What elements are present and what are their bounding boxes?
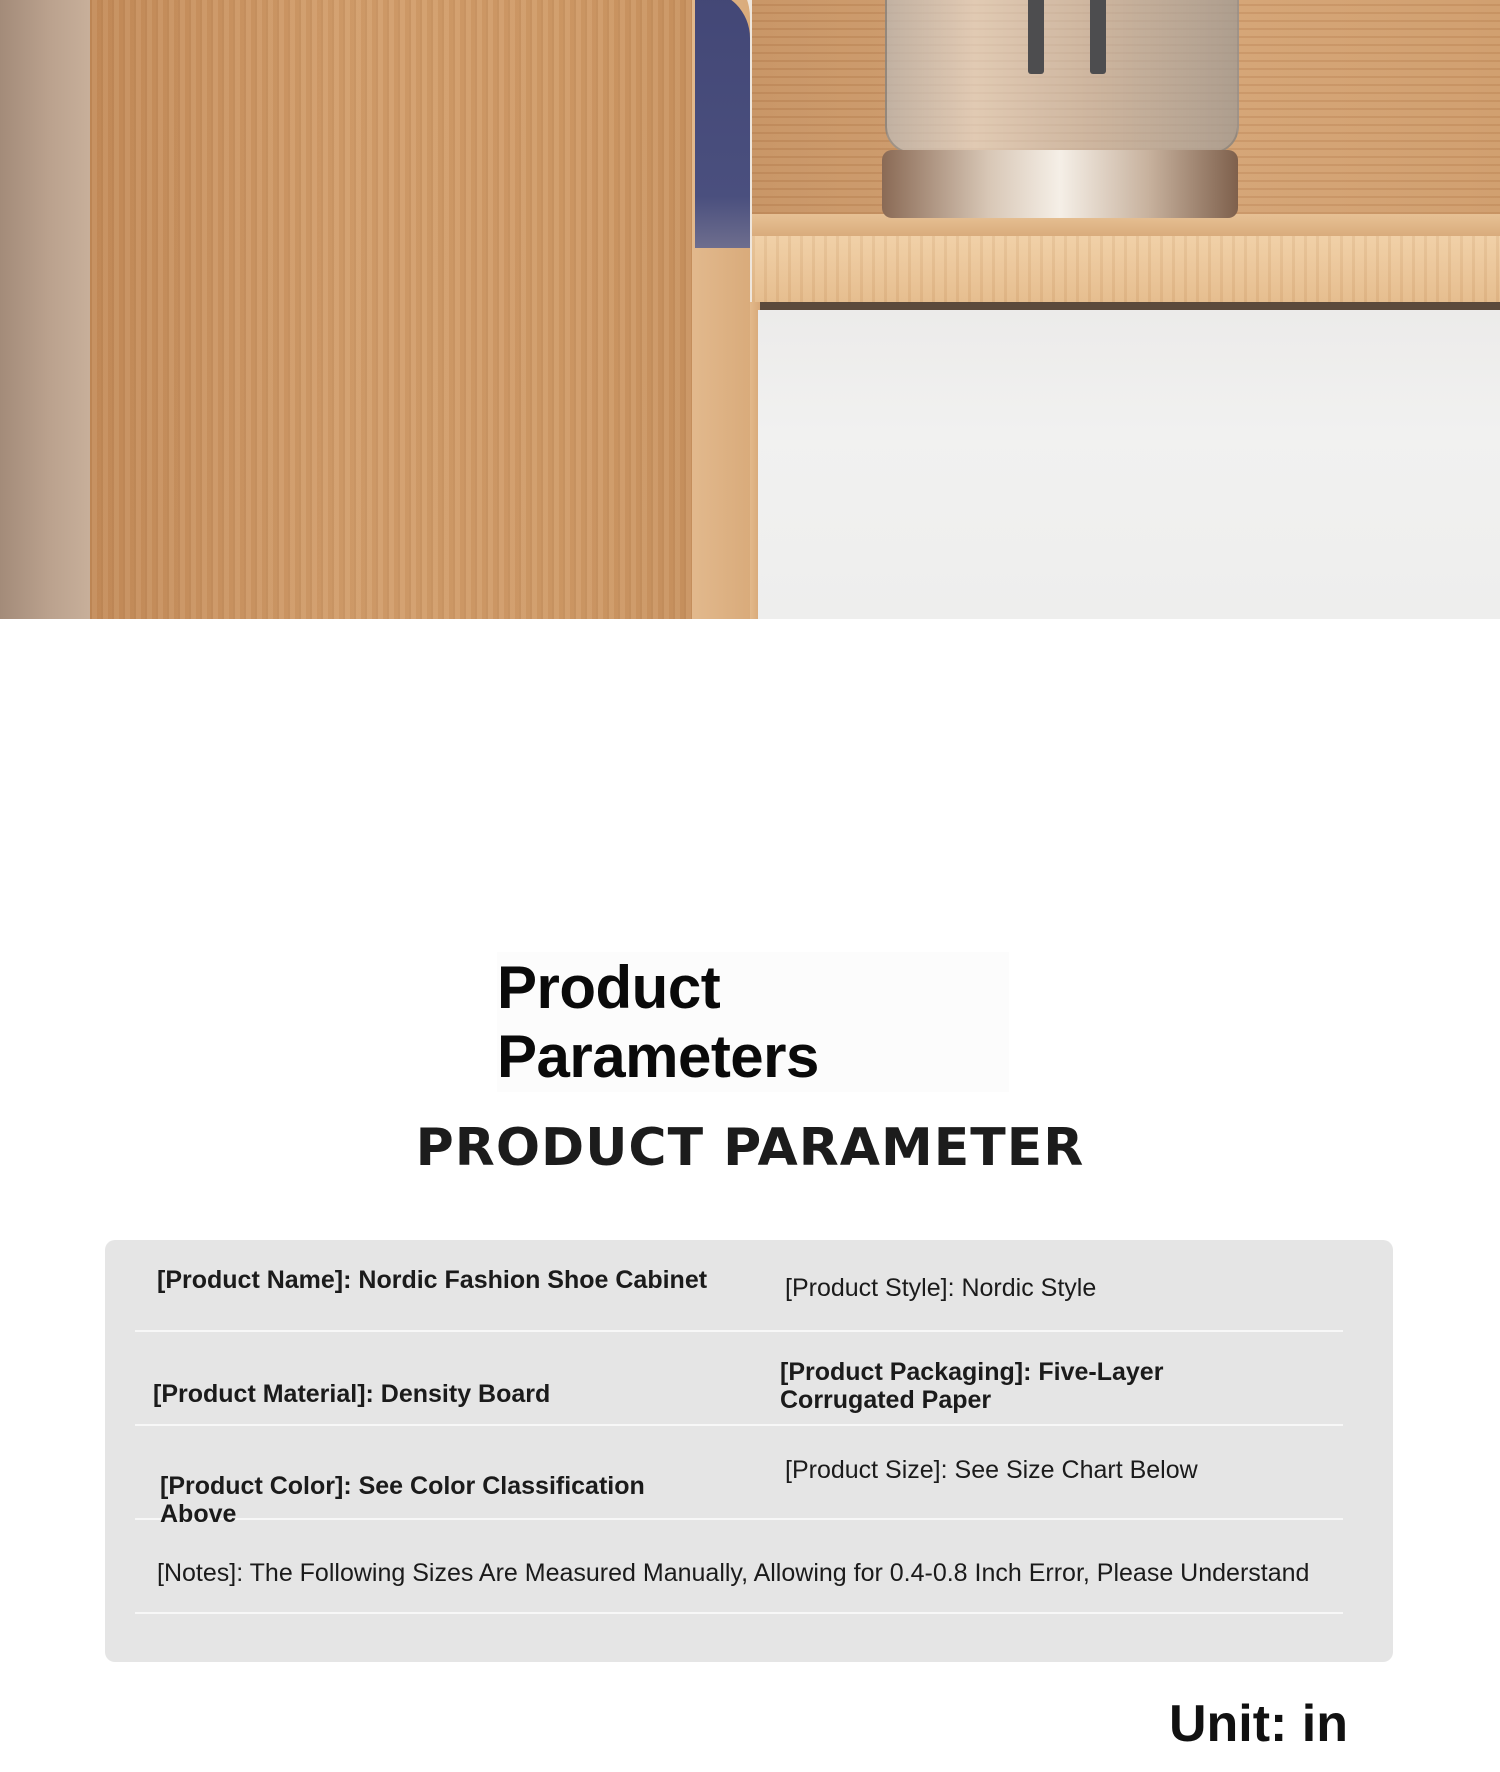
shelf-front [752,236,1500,302]
parameter-row [135,1240,1343,1332]
cabinet-side-panel [90,0,750,619]
product-size: [Product Size]: See Size Chart Below [785,1456,1198,1484]
product-photo [0,0,1500,619]
vase-base [882,150,1238,218]
white-drawer [758,310,1500,619]
navy-accent-band [695,0,750,248]
page-title: Product Parameters [497,954,819,1090]
parameter-panel [105,1240,1393,1662]
product-color: [Product Color]: See Color Classification Above [160,1472,645,1528]
product-style: [Product Style]: Nordic Style [785,1274,1097,1302]
parameter-row [135,1520,1343,1614]
product-name: [Product Name]: Nordic Fashion Shoe Cabinet [157,1266,708,1294]
product-packaging: [Product Packaging]: Five-Layer Corrugated Paper [780,1358,1164,1414]
vase-stem [1028,0,1044,74]
glass-vase [885,0,1239,154]
product-material: [Product Material]: Density Board [153,1380,551,1408]
parameter-row [135,1332,1343,1426]
wall-background [0,0,92,619]
product-notes: [Notes]: The Following Sizes Are Measured Manually, Allowing for 0.4-0.8 Inch Error, Please Understand [157,1559,1310,1587]
parameter-row [135,1426,1343,1528]
shelf-shadow [752,302,1500,310]
page-subtitle: PRODUCT PARAMETER [415,1118,1085,1178]
title-banner [497,952,1009,1092]
vase-stem [1090,0,1106,74]
unit-label: Unit: in [1168,1695,1348,1753]
